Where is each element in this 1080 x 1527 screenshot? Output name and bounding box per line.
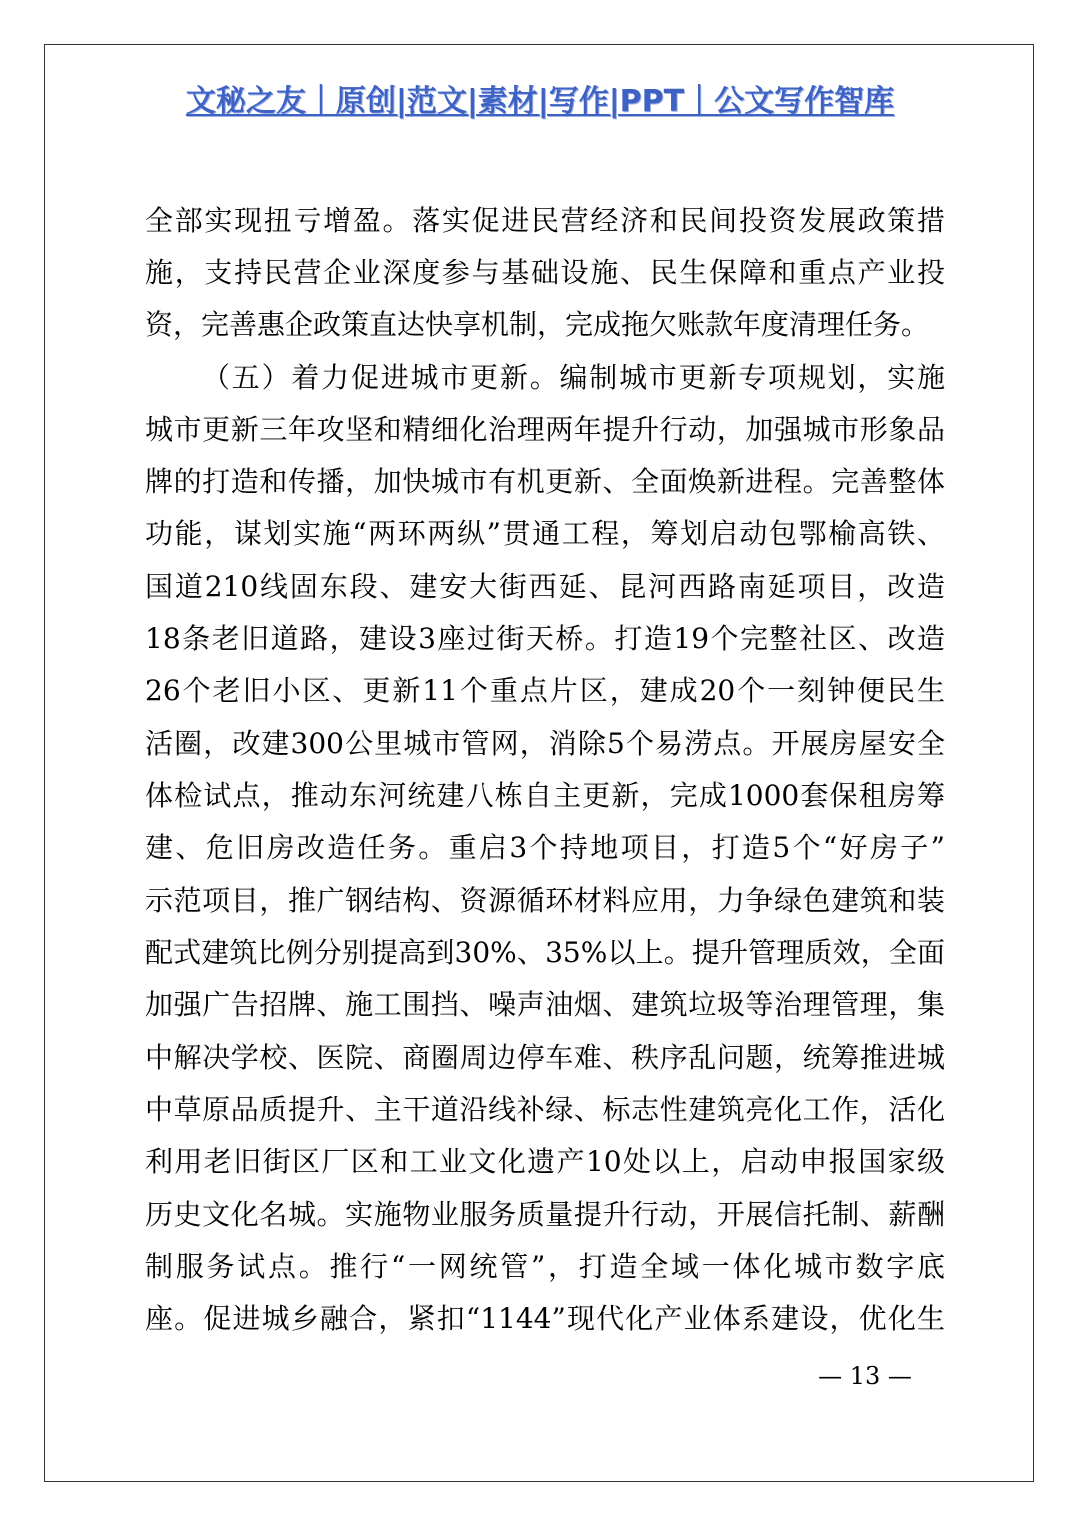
text-line: 活圈，改建300公里城市管网，消除5个易涝点。开展房屋安全 bbox=[145, 727, 945, 760]
text-line: 18条老旧道路，建设3座过街天桥。打造19个完整社区、改造 bbox=[145, 622, 945, 655]
section-heading-line: （五）着力促进城市更新。编制城市更新专项规划，实施 bbox=[202, 361, 945, 394]
text-line: 体检试点，推动东河统建八栋自主更新，完成1000套保租房筹 bbox=[145, 779, 945, 812]
text-line: 牌的打造和传播，加快城市有机更新、全面焕新进程。完善整体 bbox=[145, 465, 945, 498]
text-line: 施，支持民营企业深度参与基础设施、民生保障和重点产业投 bbox=[145, 256, 945, 289]
text-line: 建、危旧房改造任务。重启3个持地项目，打造5个“好房子” bbox=[145, 831, 945, 864]
text-line: 历史文化名城。实施物业服务质量提升行动，开展信托制、薪酬 bbox=[145, 1198, 945, 1231]
text-line: 中解决学校、医院、商圈周边停车难、秩序乱问题，统筹推进城 bbox=[145, 1041, 945, 1074]
text-line: 国道210线固东段、建安大街西延、昆河西路南延项目，改造 bbox=[145, 570, 945, 603]
text-line: 加强广告招牌、施工围挡、噪声油烟、建筑垃圾等治理管理，集 bbox=[145, 988, 945, 1021]
header-title: 文秘之友｜原创|范文|素材|写作|PPT｜公文写作智库 bbox=[185, 84, 895, 119]
page-number: — 13 — bbox=[818, 1362, 912, 1390]
text-line: 利用老旧街区厂区和工业文化遗产10处以上，启动申报国家级 bbox=[145, 1145, 945, 1178]
text-line: 26个老旧小区、更新11个重点片区，建成20个一刻钟便民生 bbox=[145, 674, 945, 707]
text-line: 资，完善惠企政策直达快享机制，完成拖欠账款年度清理任务。 bbox=[145, 308, 930, 341]
text-line: 座。促进城乡融合，紧扣“1144”现代化产业体系建设，优化生 bbox=[145, 1302, 945, 1335]
text-line: 全部实现扭亏增盈。落实促进民营经济和民间投资发展政策措 bbox=[145, 204, 945, 237]
text-line: 制服务试点。推行“一网统管”，打造全域一体化城市数字底 bbox=[145, 1250, 945, 1283]
text-line: 示范项目，推广钢结构、资源循环材料应用，力争绿色建筑和装 bbox=[145, 884, 945, 917]
text-line: 中草原品质提升、主干道沿线补绿、标志性建筑亮化工作，活化 bbox=[145, 1093, 945, 1126]
text-line: 功能，谋划实施“两环两纵”贯通工程，筹划启动包鄂榆高铁、 bbox=[145, 517, 945, 550]
text-line: 城市更新三年攻坚和精细化治理两年提升行动，加强城市形象品 bbox=[145, 413, 945, 446]
text-line: 配式建筑比例分别提高到30%、35%以上。提升管理质效，全面 bbox=[145, 936, 945, 969]
